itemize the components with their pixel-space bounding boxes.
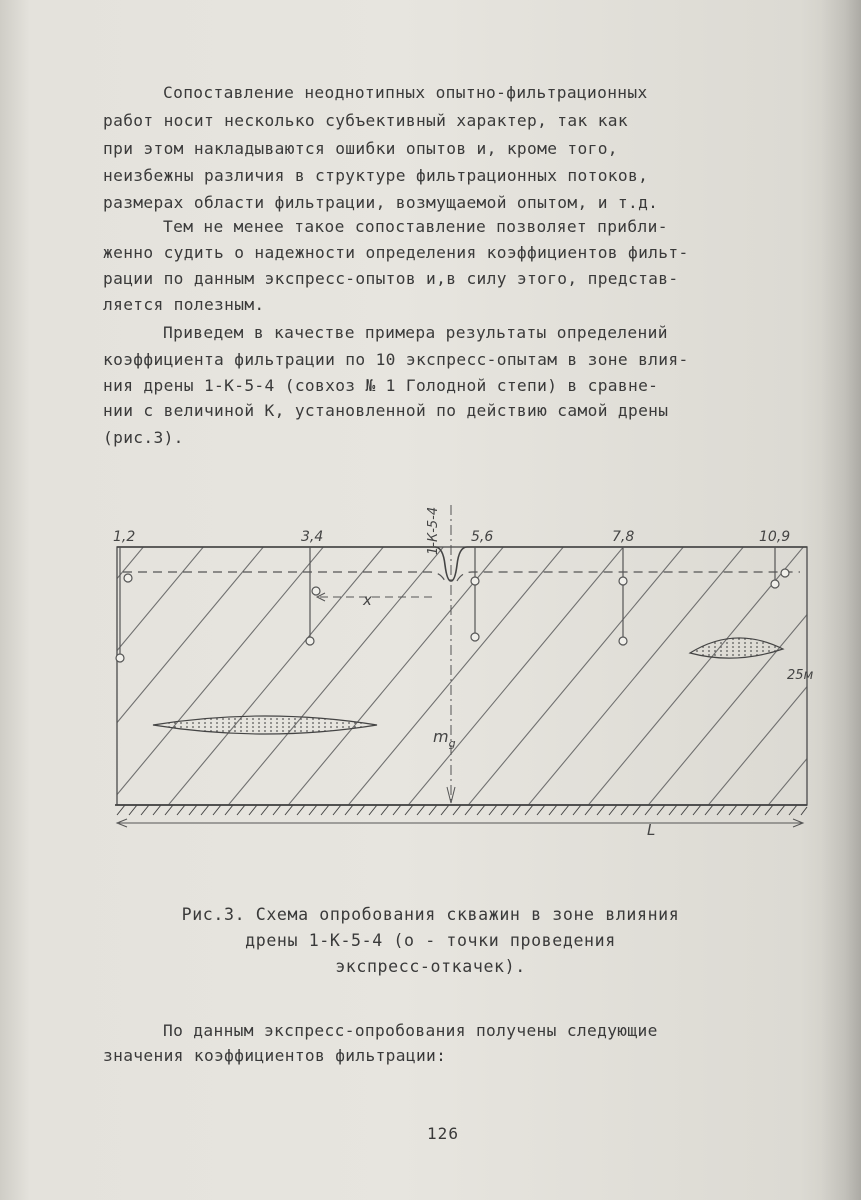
p3-line-5: (рис.3). xyxy=(103,428,184,447)
book-spine-shadow xyxy=(821,0,861,1200)
p2-line-4: ляется полезным. xyxy=(103,295,265,314)
wells xyxy=(116,547,789,662)
p3-line-3: ния дрены 1-К-5-4 (совхоз № 1 Голодной степи) в сравне- xyxy=(103,376,659,395)
p1-line-2: работ носит несколько субъективный характер, так как xyxy=(103,111,628,130)
caption-line-3: экспресс-откачек). xyxy=(335,957,526,976)
p2-line-3: рации по данным экспресс-опытов и,в силу этого, представ- xyxy=(103,269,679,288)
p3-line-2: коэффициента фильтрации по 10 экспресс-опытам в зоне влия- xyxy=(103,350,689,369)
p3-line-1: Приведем в качестве примера результаты определений xyxy=(163,323,668,342)
soil-hatching xyxy=(95,485,820,845)
x-dimension-label: x xyxy=(363,591,372,609)
ground-hatch xyxy=(117,805,807,815)
p4-line-1: По данным экспресс-опробования получены следующие xyxy=(163,1021,658,1040)
depth-label: 25м xyxy=(787,668,814,683)
p1-line-1: Сопоставление неоднотипных опытно-фильтрационных xyxy=(163,83,648,102)
page-number: 126 xyxy=(427,1124,459,1143)
p1-line-4: неизбежны различия в структуре фильтрационных потоков, xyxy=(103,166,649,185)
caption-line-1: Рис.3. Схема опробования скважин в зоне влияния xyxy=(181,905,680,924)
aquifer-box xyxy=(117,547,807,805)
well-label-10-9: 10,9 xyxy=(759,529,791,545)
p4-line-2: значения коэффициентов фильтрации: xyxy=(103,1046,447,1065)
p2-line-1: Тем не менее такое сопоставление позволяет прибли- xyxy=(163,217,668,236)
well-label-1-2: 1,2 xyxy=(113,529,136,545)
well-label-5-6: 5,6 xyxy=(471,529,494,545)
sand-lens-right xyxy=(690,638,783,658)
water-table-line xyxy=(123,572,800,581)
L-dimension-label: L xyxy=(647,821,656,839)
p1-line-5: размерах области фильтрации, возмущаемой опытом, и т.д. xyxy=(103,193,659,212)
caption-line-2: дрены 1-К-5-4 (о - точки проведения xyxy=(245,931,616,950)
sand-lens-left xyxy=(153,716,377,734)
p2-line-2: женно судить о надежности определения коэффициентов фильт- xyxy=(103,243,689,262)
p3-line-4: нии с величиной K, установленной по действию самой дрены xyxy=(103,401,669,420)
mg-label: $m_g$ xyxy=(433,727,456,750)
well-label-3-4: 3,4 xyxy=(301,529,324,545)
drain-label: 1-К-5-4 xyxy=(426,506,441,555)
p1-line-3: при этом накладываются ошибки опытов и, кроме того, xyxy=(103,139,618,158)
figure-drain-scheme xyxy=(95,485,820,845)
well-label-7-8: 7,8 xyxy=(612,529,635,545)
